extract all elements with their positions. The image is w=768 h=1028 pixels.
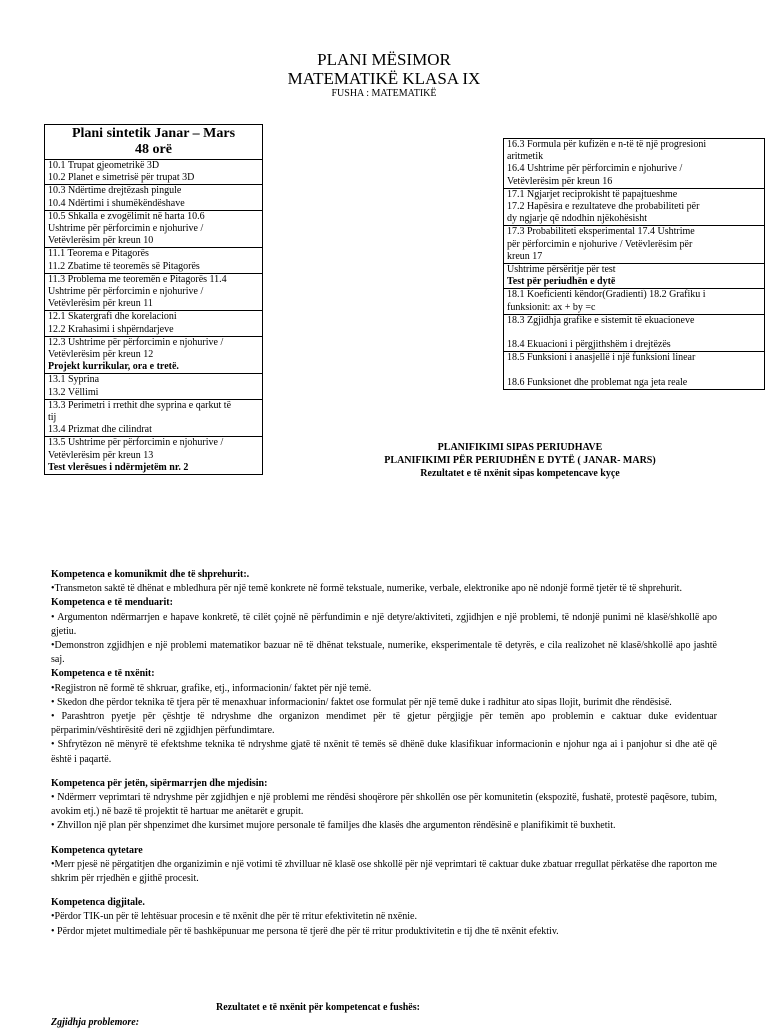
synthetic-plan-table — [44, 124, 263, 475]
row-line: 12.3 Ushtrime për përforcimin e njohurive / — [48, 336, 224, 348]
row-line: 17.1 Ngjarjet reciprokisht të papajtueshme — [507, 188, 678, 200]
table-heading-hours: 48 orë — [135, 142, 172, 157]
competence-title: Kompetenca e komunikmit dhe të shprehurit:. — [51, 569, 250, 580]
table-heading-line: Plani sintetik Janar – Mars — [71, 126, 236, 141]
row-bold-line: Test për periudhën e dytë — [507, 276, 616, 288]
table-row — [504, 264, 764, 289]
table-row — [45, 185, 262, 210]
planning-heading-3: Rezultatet e të nxënit sipas kompetencave kyçe — [420, 468, 620, 479]
row-line: 10.2 Planet e simetrisë për trupat 3D — [48, 172, 195, 184]
field-competences-heading: Rezultatet e të nxënit për kompetencat e fushës: — [216, 1002, 420, 1013]
row-line: 18.1 Koeficienti këndor(Gradienti) 18.2 Grafiku i — [507, 289, 706, 301]
row-line: 12.1 Skatergrafi dhe korelacioni — [48, 311, 177, 323]
problem-solving-subheading: Zgjidhja problemore: — [51, 1017, 140, 1028]
row-line: dy ngjarje që ndodhin njëkohësisht — [507, 213, 647, 225]
row-bold-line: Test vlerësues i ndërmjetëm nr. 2 — [48, 461, 189, 473]
table-row — [504, 352, 764, 389]
row-line: Vetëvlerësim për kreun 10 — [48, 235, 154, 247]
planning-heading-1: PLANIFIKIMI SIPAS PERIUDHAVE — [437, 442, 603, 453]
table-heading — [45, 125, 262, 160]
row-bold-line: Projekt kurrikular, ora e tretë. — [48, 361, 179, 373]
row-line: Vetëvlerësim për kreun 12 — [48, 349, 154, 361]
competence-item: • Zhvillon një plan për shpenzimet dhe kursimet mujore personale të familjes dhe klasës dhe argumenton rëndësinë e planifikimit të buxhetit. — [51, 820, 616, 832]
table-row — [504, 226, 764, 264]
row-line: kreun 17 — [507, 250, 543, 262]
competence-title: Kompetenca e të menduarit: — [51, 597, 173, 609]
row-line: aritmetik — [507, 151, 544, 163]
competence-item: •Merr pjesë në përgatitjen dhe organizimin e një votimi të zhvilluar në klasë ose shkollë për një veprimtari të caktuar duke zbatuar rregullat përkatëse dhe raporton me shkrim për rrjedhën e gjithë procesit. — [51, 858, 717, 885]
row-line — [507, 327, 761, 339]
section-gap — [51, 886, 717, 896]
key-competences-section — [51, 568, 717, 939]
row-line: 18.5 Funksioni i anasjellë i një funksioni linear — [507, 352, 696, 364]
competence-item: • Skedon dhe përdor teknika të tjera për të menaxhuar informacionin/ faktet ose formulat për një temë duke i radhitur ato sipas llojit, burimit dhe rëndësisë. — [51, 696, 672, 708]
row-line: Ushtrime për përforcimin e njohurive / — [48, 286, 204, 298]
row-line: 18.4 Ekuacioni i përgjithshëm i drejtëzës — [507, 339, 671, 351]
row-line: tij — [48, 412, 57, 424]
row-line: 18.3 Zgjidhja grafike e sistemit të ekuacioneve — [507, 314, 695, 326]
table-row — [45, 311, 262, 336]
row-line: 13.3 Perimetri i rrethit dhe syprina e qarkut të — [48, 399, 232, 411]
competence-item: •Transmeton saktë të dhënat e mbledhura për një temë konkrete në formë tekstuale, numerike, verbale, elektronike apo në ndonjë formë tjetër të të shprehurit. — [51, 583, 682, 595]
row-line: 11.1 Teorema e Pitagorës — [48, 248, 149, 260]
competence-title: Kompetenca digjitale. — [51, 897, 145, 909]
table-row — [45, 437, 262, 474]
row-line: Vetëvlerësim për kreun 13 — [48, 449, 154, 461]
row-line: Ushtrime përsëritje për test — [507, 264, 616, 276]
planning-heading-2: PLANIFIKIMI PËR PERIUDHËN E DYTË ( JANAR- MARS) — [384, 455, 656, 466]
row-line: 16.4 Ushtrime për përforcimin e njohurive / — [507, 163, 683, 175]
competence-item: •Demonstron zgjidhjen e një problemi matematikor bazuar në të dhënat tekstuale, numerike, eksperimentale të detyrës, e cila realizohet në klasë/shkollë apo jashtë saj. — [51, 640, 717, 666]
competence-item: •Përdor TIK-un për të lehtësuar procesin e të nxënit dhe për të rritur efektivitetin në nxënie. — [51, 911, 417, 923]
row-line: Ushtrime për përforcimin e njohurive / — [48, 223, 204, 235]
doc-subtitle: MATEMATIKË KLASA IX — [287, 69, 481, 88]
table-row — [45, 160, 262, 185]
competence-item: • Ndërmerr veprimtari të ndryshme për zgjidhjen e një problemi me rëndësi shoqërore për shkollën ose për komunitetin (ekspozitë, fushatë, protestë paqësore, tubim, avokim etj.) në bazë të projektit të hartuar me anëtarët e grupit. — [51, 792, 717, 818]
row-line: 13.2 Vëllimi — [48, 386, 99, 398]
competence-item: • Argumenton ndërmarrjen e hapave konkretë, të cilët çojnë në përfundimin e një detyre/aktiviteti, zgjidhjen e një problemi, të ndonjë punimi në klasë/shkollë apo gjetiu. — [51, 611, 717, 637]
row-line: 11.3 Problema me teoremën e Pitagorës 11.4 — [48, 273, 227, 285]
document-header — [0, 50, 768, 100]
doc-field: FUSHA : MATEMATIKË — [331, 88, 437, 99]
row-line: 17.3 Probabiliteti eksperimental 17.4 Ushtrime — [507, 226, 695, 238]
table-row — [45, 211, 262, 249]
table-row — [45, 337, 262, 375]
competence-item: • Përdor mjetet multimediale për të bashkëpunuar me persona të tjerë dhe për të rritur produktivitetin e tij dhe të nxënit efektiv. — [51, 925, 559, 937]
section-gap — [51, 834, 717, 844]
row-line: Vetëvlerësim për kreun 16 — [507, 175, 613, 187]
row-line: 13.5 Ushtrime për përforcimin e njohurive / — [48, 437, 224, 449]
table-row — [45, 248, 262, 273]
table-row — [504, 315, 764, 353]
table-row — [45, 274, 262, 312]
row-line: Vetëvlerësim për kreun 11 — [48, 298, 153, 310]
topics-table-continued — [503, 138, 765, 390]
competence-item: • Parashtron pyetje për çështje të ndryshme dhe organizon mendimet për të gjetur përgjigje për temën apo problemin e caktuar duke evidentuar përparimin/vështirësitë deri në zgjidhjen përfundimtare. — [51, 711, 717, 737]
table-row — [504, 189, 764, 227]
row-line: 18.6 Funksionet dhe problemat nga jeta reale — [507, 376, 688, 388]
section-gap — [51, 767, 717, 777]
row-line — [507, 365, 761, 377]
row-line: 13.1 Syprina — [48, 374, 100, 386]
row-line: 13.4 Prizmat dhe cilindrat — [48, 424, 152, 436]
table-row — [504, 289, 764, 314]
competence-item: • Shfrytëzon në mënyrë të efektshme teknika të ndryshme gjatë të nxënit të temës së dhënë duke klasifikuar informacionin e njohur nga ai i panjohur si dhe atë që është i paqartë. — [51, 739, 717, 765]
row-line: 10.3 Ndërtime drejtëzash pingule — [48, 185, 182, 197]
row-line: 12.2 Krahasimi i shpërndarjeve — [48, 323, 174, 335]
row-line: për përforcimin e njohurive / Vetëvlerësim për — [507, 238, 693, 250]
competence-title: Kompetenca qytetare — [51, 844, 143, 856]
row-line: 16.3 Formula për kufizën e n-të të një progresioni — [507, 139, 707, 150]
competence-title: Kompetenca e të nxënit: — [51, 668, 155, 680]
competence-title: Kompetenca për jetën, sipërmarrjen dhe mjedisin: — [51, 777, 268, 789]
row-line: 10.1 Trupat gjeometrikë 3D — [48, 160, 160, 171]
competence-item: •Regjistron në formë të shkruar, grafike, etj., informacionin/ faktet për një temë. — [51, 682, 372, 694]
table-row — [504, 139, 764, 189]
table-row — [45, 374, 262, 399]
row-line: 10.4 Ndërtimi i shumëkëndëshave — [48, 197, 185, 209]
row-line: funksionit: ax + by =c — [507, 301, 596, 313]
table-row — [45, 400, 262, 438]
doc-title: PLANI MËSIMOR — [317, 50, 451, 69]
row-line: 11.2 Zbatime të teoremës së Pitagorës — [48, 260, 200, 272]
row-line: 17.2 Hapësira e rezultateve dhe probabiliteti për — [507, 201, 700, 213]
row-line: 10.5 Shkalla e zvogëlimit në harta 10.6 — [48, 210, 205, 222]
planning-headings — [300, 441, 740, 480]
